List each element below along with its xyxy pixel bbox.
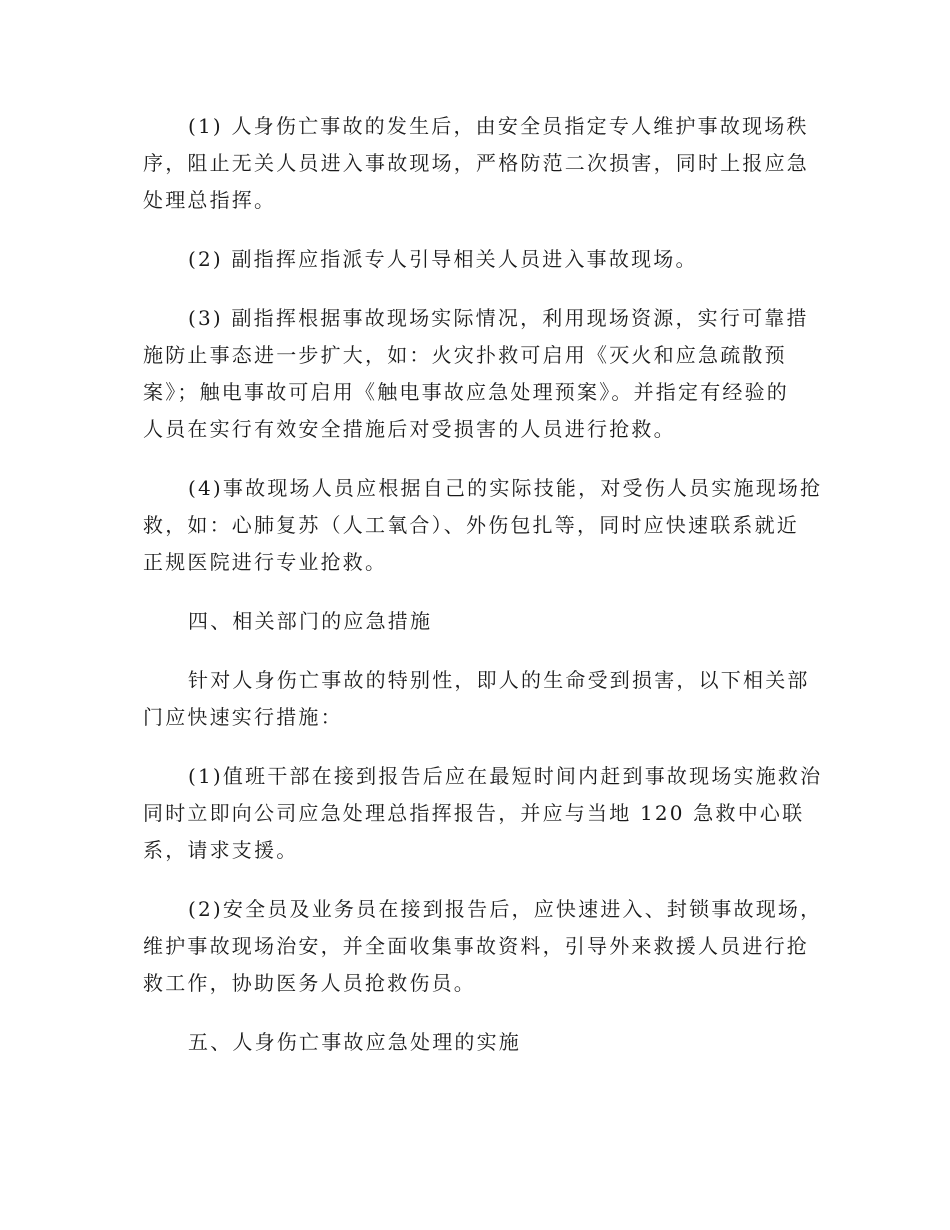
paragraph-line: (1) 人身伤亡事故的发生后，由安全员指定专人维护事故现场秩 [188, 114, 809, 138]
paragraph-line: 救，如：心肺复苏（人工氧合）、外伤包扎等，同时应快速联系就近 [143, 513, 799, 537]
paragraph-1 [143, 108, 809, 219]
paragraph-line: 同时立即向公司应急处理总指挥报告，并应与当地 120 急救中心联 [143, 801, 805, 825]
paragraph-line: 系，请求支援。 [143, 838, 299, 862]
paragraph-line: (2) 副指挥应指派专人引导相关人员进入事故现场。 [188, 247, 698, 271]
paragraph-line: 人员在实行有效安全措施后对受损害的人员进行抢救。 [143, 417, 676, 441]
paragraph-line: (4)事故现场人员应根据自己的实际技能，对受伤人员实施现场抢 [188, 476, 823, 500]
paragraph-3 [143, 300, 809, 448]
paragraph-line: 门应快速实行措施： [143, 705, 343, 729]
paragraph-4 [143, 470, 823, 581]
paragraph-line: 针对人身伤亡事故的特别性，即人的生命受到损害，以下相关部 [188, 668, 810, 692]
document-body [143, 108, 823, 1083]
heading-line: 五、人身伤亡事故应急处理的实施 [188, 1030, 521, 1054]
paragraph-7 [143, 758, 823, 869]
paragraph-8 [143, 891, 823, 1002]
paragraph-line: 正规医院进行专业抢救。 [143, 550, 388, 574]
paragraph-line: 案》；触电事故可启用《触电事故应急处理预案》。并指定有经验的 [143, 380, 789, 404]
paragraph-line: (2)安全员及业务员在接到报告后，应快速进入、封锁事故现场， [188, 897, 823, 921]
paragraph-2 [143, 241, 795, 278]
paragraph-line: 救工作，协助医务人员抢救伤员。 [143, 971, 476, 995]
paragraph-line: 维护事故现场治安，并全面收集事故资料，引导外来救援人员进行抢 [143, 934, 809, 958]
section-heading-4 [143, 603, 795, 640]
paragraph-line: 序，阻止无关人员进入事故现场，严格防范二次损害，同时上报应急 [143, 151, 809, 175]
paragraph-line: (3) 副指挥根据事故现场实际情况，利用现场资源，实行可靠措 [188, 306, 809, 330]
paragraph-line: (1)值班干部在接到报告后应在最短时间内赶到事故现场实施救治 [188, 764, 823, 788]
paragraph-6 [143, 662, 810, 736]
paragraph-line: 施防止事态进一步扩大，如：火灾扑救可启用《灭火和应急疏散预 [143, 343, 787, 367]
paragraph-line: 处理总指挥。 [143, 188, 277, 212]
section-heading-5 [143, 1024, 795, 1061]
heading-line: 四、相关部门的应急措施 [188, 609, 433, 633]
